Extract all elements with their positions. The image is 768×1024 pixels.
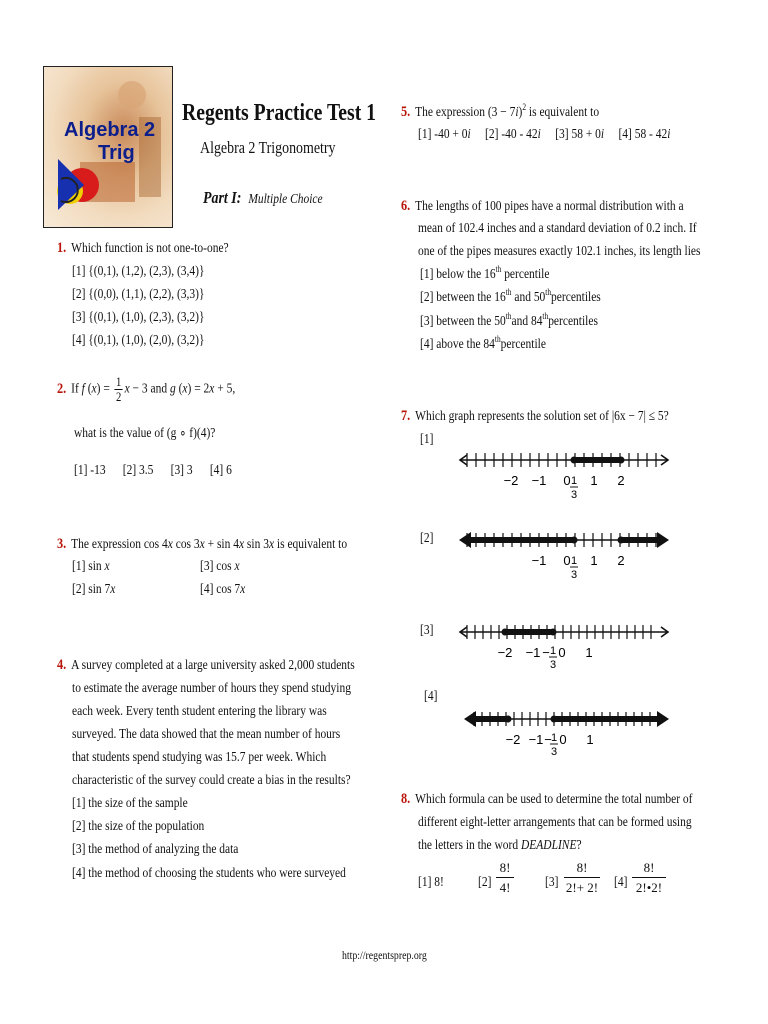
q2-choices: [1] -13 [2] 3.5 [3] 3 [4] 6 [74,463,232,478]
q6-choice-1: [1] below the 16th percentile [420,264,550,282]
g2-frac-den: 3 [570,569,578,581]
q4-choice-1: [1] the size of the sample [72,796,188,811]
question-6: 6. The lengths of 100 pipes have a normal distribution with a [401,198,684,214]
footer-url[interactable]: http://regentsprep.org [342,948,427,962]
g4-tick-label: −1 [528,732,544,747]
q7-graph-4 [460,704,675,764]
g1-tick-label: 0 [563,473,571,488]
g4-tick-label: 1 [586,732,594,747]
question-3: 3. The expression cos 4x cos 3x + sin 4x sin 3x is equivalent to [57,536,348,552]
q2-fraction: $\frac{1}{2}$ [115,374,122,404]
g1-frac-num: 1 [570,475,578,487]
g2-tick-label: 2 [617,553,625,568]
g2-arrow-right [657,532,669,548]
g3-tick-label: − [542,645,550,660]
page-title: Regents Practice Test 1 [182,100,377,126]
g3-tick-label: −1 [525,645,541,660]
g4-arrow-left [464,711,476,727]
q8-line-3: the letters in the word DEADLINE? [418,838,582,853]
q4-line-4: surveyed. The data showed that the mean number of hours [72,727,341,742]
g3-frac-den: 3 [549,659,557,671]
g1-axis [460,455,668,465]
q1-choice-4: [4] {(0,1), (1,0), (2,0), (3,2)} [72,333,205,348]
q6-line-3: one of the pipes measures exactly 102.1 inches, its length lies [418,244,701,259]
logo-line2: Trig [98,142,135,164]
q8-choice-3-label: [3] [545,875,559,890]
q1-choice-3: [3] {(0,1), (1,0), (2,3), (3,2)} [72,310,205,325]
g4-arrow-right [657,711,669,727]
q4-line-3: each week. Every tenth student entering the library was [72,704,327,719]
question-7: 7. Which graph represents the solution set of |6x − 7| ≤ 5? [401,408,669,424]
g4-tick-label: 0 [559,732,567,747]
q6-choice-4: [4] above the 84thpercentile [420,334,546,352]
q3-choice-3: [3] cos x [200,559,240,574]
q8-choice-4-label: [4] [614,875,628,890]
q4-line-2: to estimate the average number of hours they spend studying [72,681,351,696]
q7-label-3: [3] [420,623,434,638]
q4-choice-2: [2] the size of the population [72,819,205,834]
g3-tick-label: 0 [558,645,566,660]
g1-endpoint-right [618,457,625,464]
g3-tick-label: 1 [585,645,593,660]
q6-choice-2: [2] between the 16th and 50thpercentiles [420,287,601,305]
q3-choice-2: [2] sin 7x [72,582,116,597]
g1-tick-label: −2 [503,473,519,488]
q1-stem: Which function is not one-to-one? [71,241,229,256]
q8-choice-4-fraction: 8! 2!•2! [632,859,666,898]
g3-frac-num: 1 [549,645,557,657]
logo-line1: Algebra 2 [64,119,156,141]
g1-endpoint-left [571,457,578,464]
q8-choice-2-fraction: 8! 4! [496,859,514,898]
q3-choice-1: [1] sin x [72,559,110,574]
q4-choice-3: [3] the method of analyzing the data [72,842,239,857]
q7-label-2: [2] [420,531,434,546]
g3-tick-label: −2 [497,645,513,660]
g2-tick-label: 1 [590,553,598,568]
q7-graph-1 [455,445,675,505]
g4-frac-den: 3 [550,746,558,758]
q4-line-6: characteristic of the survey could create a bias in the results? [72,773,351,788]
g2-tick-label: 0 [563,553,571,568]
part-heading: Part I: Multiple Choice [203,188,323,207]
q4-line-5: that students spend studying was 15.7 per week. Which [72,750,327,765]
q5-choices: [1] -40 + 0i [2] -40 - 42i [3] 58 + 0i [4] 58 - 42i [418,127,671,142]
g2-tick-label: −1 [531,553,547,568]
q4-choice-4: [4] the method of choosing the students who were surveyed [72,866,346,881]
g4-tick-label: − [544,732,552,747]
g1-tick-label: −1 [531,473,547,488]
q8-choice-2-label: [2] [478,875,492,890]
q7-label-1: [1] [420,432,434,447]
g4-tick-label: −2 [505,732,521,747]
question-2: 2. If f (x) = $\frac{1}{2}$ x − 3 and g (x) = 2x + 5, [57,374,236,404]
q7-graph-3 [455,617,675,677]
question-1: 1. Which function is not one-to-one? [57,240,229,256]
q1-choice-1: [1] {(0,1), (1,2), (2,3), (3,4)} [72,264,205,279]
g1-frac-den: 3 [570,489,578,501]
q6-choice-3: [3] between the 50thand 84thpercentiles [420,311,598,329]
part-desc: Multiple Choice [248,192,323,207]
g1-tick-label: 2 [617,473,625,488]
g1-tick-label: 1 [590,473,598,488]
part-label: Part I [203,188,237,207]
q6-line-2: mean of 102.4 inches and a standard deviation of 0.2 inch. If [418,221,697,236]
g2-arrow-left [459,532,471,548]
q8-choice-1: [1] 8! [418,875,444,890]
q7-label-4: [4] [424,689,438,704]
q2-stem-2: what is the value of (g ∘ f)(4)? [74,426,216,441]
q7-graph-2 [455,525,675,585]
question-8: 8. Which formula can be used to determine the total number of [401,791,693,807]
g2-frac-num: 1 [570,555,578,567]
question-4: 4. A survey completed at a large university asked 2,000 students [57,657,355,673]
page-subtitle: Algebra 2 Trigonometry [200,138,336,157]
question-5: 5. The expression $(3 - 7i)^2$ is equivalent to [401,102,600,120]
q8-choice-3-fraction: 8! 2!+ 2! [565,860,599,895]
q8-line-2: different eight-letter arrangements that can be formed using [418,815,692,830]
q1-choice-2: [2] {(0,0), (1,1), (2,2), (3,3)} [72,287,205,302]
q3-choice-4: [4] cos 7x [200,582,246,597]
g4-frac-num: 1 [550,732,558,744]
algebra2-trig-logo [43,66,173,228]
